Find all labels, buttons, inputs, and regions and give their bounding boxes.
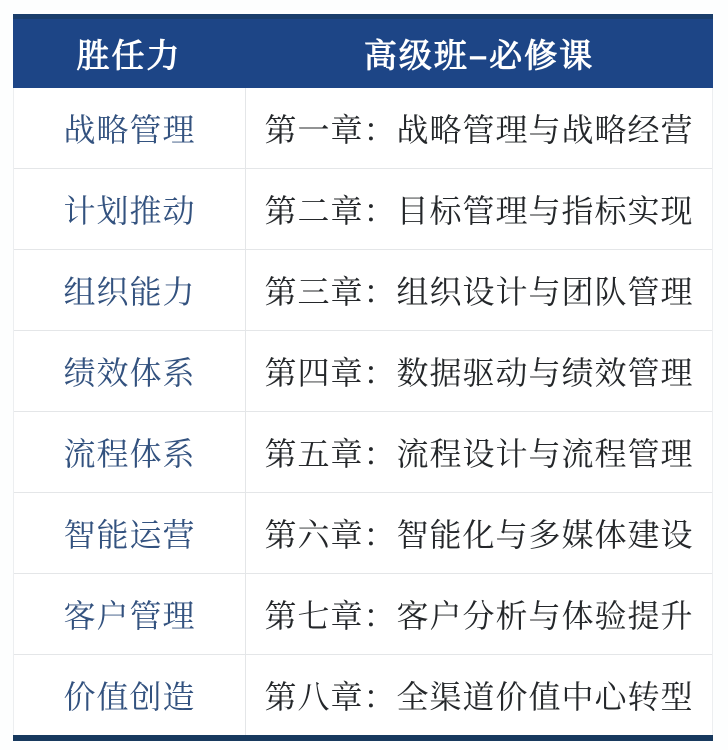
competency-cell: 流程体系 bbox=[14, 412, 246, 492]
competency-cell: 绩效体系 bbox=[14, 331, 246, 411]
table-body bbox=[13, 88, 713, 735]
course-cell: 第二章：目标管理与指标实现 bbox=[264, 193, 694, 229]
competency-cell: 战略管理 bbox=[14, 88, 246, 168]
course-cell: 第一章：战略管理与战略经营 bbox=[264, 112, 694, 148]
table-row bbox=[14, 573, 712, 654]
competency-cell: 智能运营 bbox=[14, 493, 246, 573]
competency-cell: 组织能力 bbox=[14, 250, 246, 330]
course-cell: 第三章：组织设计与团队管理 bbox=[264, 274, 694, 310]
competency-cell: 价值创造 bbox=[14, 655, 246, 735]
course-cell: 第五章：流程设计与流程管理 bbox=[264, 436, 694, 472]
table-row bbox=[14, 88, 712, 168]
table-row bbox=[14, 654, 712, 735]
table-row bbox=[14, 411, 712, 492]
table-row bbox=[14, 492, 712, 573]
course-table bbox=[13, 14, 713, 741]
course-cell: 第八章：全渠道价值中心转型 bbox=[264, 679, 694, 715]
table-row bbox=[14, 249, 712, 330]
competency-cell: 计划推动 bbox=[14, 169, 246, 249]
bottom-accent-bar bbox=[13, 735, 713, 741]
course-cell: 第四章：数据驱动与绩效管理 bbox=[264, 355, 694, 391]
competency-cell: 客户管理 bbox=[14, 574, 246, 654]
course-cell: 第七章：客户分析与体验提升 bbox=[264, 598, 694, 634]
header-course-cell: 高级班–必修课 bbox=[363, 37, 595, 74]
table-row bbox=[14, 330, 712, 411]
header-competency-cell: 胜任力 bbox=[76, 37, 182, 74]
table-row bbox=[14, 168, 712, 249]
course-cell: 第六章：智能化与多媒体建设 bbox=[264, 517, 694, 553]
table-header-row bbox=[13, 19, 713, 88]
